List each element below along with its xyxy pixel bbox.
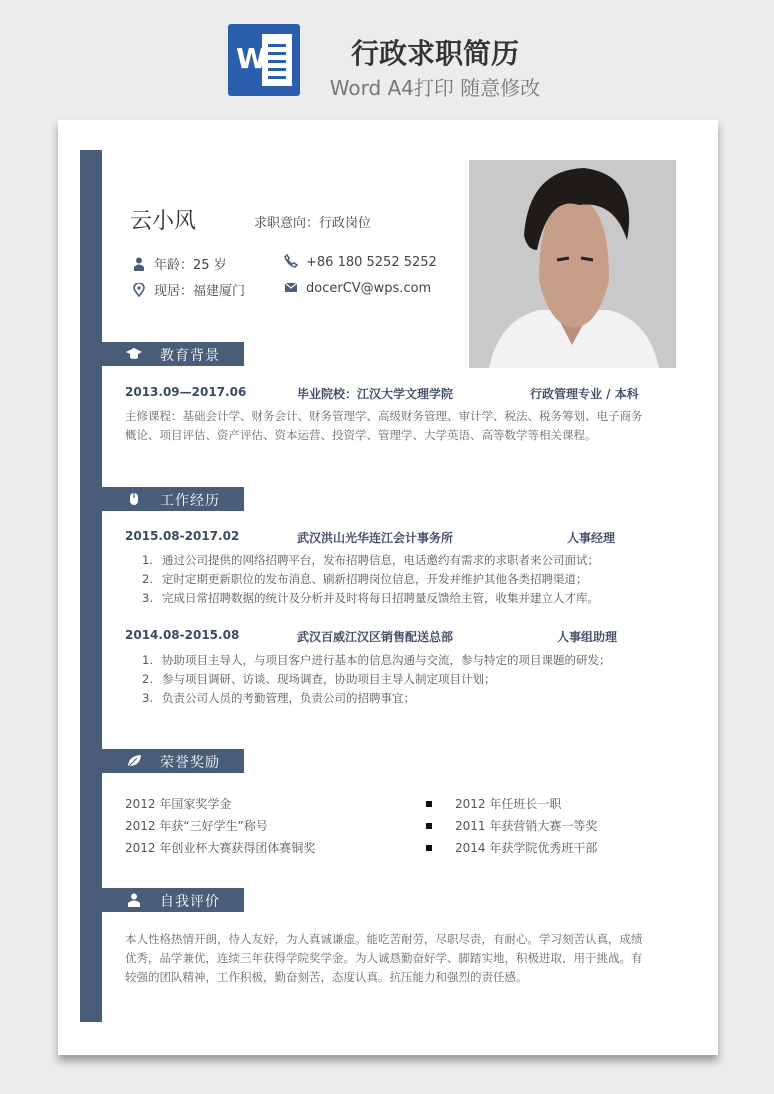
email-info [284,280,431,296]
section-header-education [92,342,244,366]
candidate-name: 云小风 [130,209,197,234]
phone-info [284,254,437,270]
resume-page [58,120,718,1055]
phone-icon [284,254,298,268]
list-item: 3. 完成日常招聘数据的统计及分析并及时将每日招聘量反馈给主管，收集并建立人才库。 [142,591,599,605]
education-courses: 主修课程：基础会计学、财务会计、财务管理学、高级财务管理、审计学、税法、税务筹划、电子商务概论、项目评估、资产评估、资本运营、投资学、管理学、大学英语、高等数学等相关课程。 [125,409,643,442]
honors-left-list [125,793,315,859]
list-item: 2. 定时定期更新职位的发布消息、刷新招聘岗位信息，开发并维护其他各类招聘渠道； [142,572,588,586]
location-info [132,280,245,299]
job-company: 武汉洪山光华连江会计事务所 [297,531,454,545]
age-text: 年龄：25 岁 [154,258,227,273]
job-duties-1 [142,551,642,608]
user-icon [126,893,142,907]
banner-subtitle: Word A4打印 随意修改 [329,76,541,100]
list-item: 2014 年获学院优秀班干部 [426,837,597,859]
location-text: 现居：福建厦门 [154,284,246,299]
education-period: 2013.09—2017.06 [125,385,247,399]
education-major: 行政管理专业 / 本科 [530,387,639,401]
email-text: docerCV@wps.com [306,281,432,296]
word-icon-letter: W [236,42,267,75]
location-icon [132,283,146,297]
section-header-work [92,487,244,511]
list-item: 1. 协助项目主导人，与项目客户进行基本的信息沟通与交流，参与特定的项目课题的研发； [142,653,611,667]
section-title-self: 自我评价 [160,894,220,910]
education-school: 毕业院校：江汉大学文理学院 [297,387,454,401]
job-period: 2015.08-2017.02 [125,529,240,543]
graduation-cap-icon [126,347,142,361]
self-evaluation-text: 本人性格热情开朗，待人友好，为人真诚谦虚。能吃苦耐劳，尽职尽责，有耐心。学习刻苦认真，成绩优秀，品学兼优，连续三年获得学院奖学金。为人诚恳勤奋好学、脚踏实地，积极进取，用于挑战。有较强的团队精神，工作积极，勤奋刻苦，态度认真。抗压能力和强烈的责任感。 [125,932,643,984]
leaf-icon [126,754,142,768]
section-header-honors [92,749,244,773]
mouse-icon [126,492,142,506]
age-info [132,254,227,273]
banner-title: 行政求职简历 [350,37,519,70]
job-title: 人事经理 [567,531,616,545]
job-duties-2 [142,651,642,708]
job-title: 人事组助理 [557,630,618,644]
job-intent: 求职意向：行政岗位 [254,216,372,231]
phone-text: +86 180 5252 5252 [306,255,437,270]
section-title-honors: 荣誉奖励 [160,755,220,771]
job-company: 武汉百威江汉区销售配送总部 [297,630,454,644]
person-icon [132,257,146,271]
job-period: 2014.08-2015.08 [125,628,240,642]
list-item: 2012 年获“三好学生”称号 [125,819,268,833]
honors-right-list [426,793,597,859]
list-item: 3. 负责公司人员的考勤管理，负责公司的招聘事宜； [142,691,415,705]
promo-banner [0,0,774,118]
list-item: 2012 年国家奖学金 [125,797,232,811]
section-title-work: 工作经历 [160,493,220,509]
list-item: 1. 通过公司提供的网络招聘平台，发布招聘信息，电话邀约有需求的求职者来公司面试； [142,553,599,567]
section-header-self [92,888,244,912]
list-item: 2012 年创业杯大赛获得团体赛铜奖 [125,841,316,855]
word-icon [228,24,300,96]
list-item: 2. 参与项目调研、访谈、现场调查，协助项目主导人制定项目计划； [142,672,496,686]
list-item: 2012 年任班长一职 [426,793,597,815]
mail-icon [284,280,298,294]
list-item: 2011 年获营销大赛一等奖 [426,815,597,837]
profile-photo [469,160,676,368]
section-title-education: 教育背景 [160,348,220,364]
